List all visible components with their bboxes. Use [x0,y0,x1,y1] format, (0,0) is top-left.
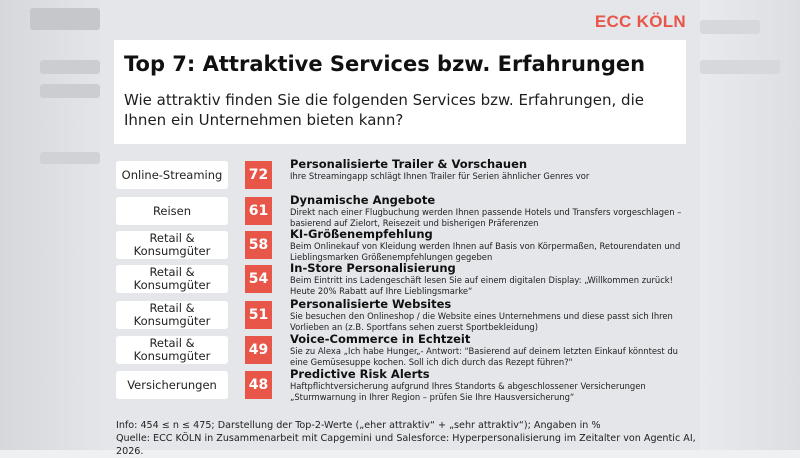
service-title: Personalisierte Trailer & Vorschauen [290,157,528,171]
value-badge: 54 [245,265,272,293]
ranking-row [100,157,700,191]
value-badge: 49 [245,336,272,364]
service-description: Ihre Streamingapp schlägt Ihnen Trailer für Serien ähnlicher Genres vor [290,171,590,181]
sector-label: Retail & Konsumgüter [116,231,228,259]
footer-source: Quelle: ECC KÖLN in Zusammenarbeit mit Capgemini und Salesforce: Hyperpersonalisierung im Zeitalter von Agentic AI, 2026. [116,433,696,457]
blurred-text-fragment [40,84,100,98]
brand-logo: ECC KÖLN [594,12,686,31]
chart-subtitle: Wie attraktiv finden Sie die folgenden Services bzw. Erfahrungen, die Ihnen ein Unternehmen bieten kann? [124,91,644,129]
service-title: In-Store Personalisierung [290,261,456,275]
chart-footer [116,419,696,458]
value-badge: 72 [245,161,272,189]
background-left-blurred [0,0,100,450]
infographic-panel [100,0,700,457]
footer-info: Info: 454 ≤ n ≤ 475; Darstellung der Top-2-Werte („eher attraktiv“ + „sehr attraktiv“); Angaben in % [116,420,601,431]
ranking-list [100,0,700,450]
service-description: Beim Onlinekauf von Kleidung werden Ihnen auf Basis von Körpermaßen, Retourendaten und Lieblingsmarken Größenempfehlungen gegeben [290,241,681,262]
service-title: Predictive Risk Alerts [290,367,430,381]
sector-label: Versicherungen [116,371,228,399]
chart-title: Top 7: Attraktive Services bzw. Erfahrungen [124,52,646,76]
value-badge: 51 [245,301,272,329]
sector-label: Reisen [116,197,228,225]
ranking-row [100,297,700,332]
sector-label: Online-Streaming [116,161,228,189]
value-badge: 48 [245,371,272,399]
service-description: Direkt nach einer Flugbuchung werden Ihnen passende Hotels und Transfers vorgeschlagen – basierend auf Zielort, Reisezeit und bisherigen Präferenzen [290,207,682,228]
ranking-row [100,367,700,402]
blurred-text-fragment [700,60,780,74]
service-title: Voice-Commerce in Echtzeit [290,332,471,346]
service-description: Beim Eintritt ins Ladengeschäft lesen Sie auf einem digitalen Display: „Willkommen zurück! Heute 20% Rabatt auf Ihre Lieblingsmarke“ [290,275,674,296]
service-title: Personalisierte Websites [290,297,452,311]
blurred-text-fragment [40,152,100,164]
ranking-row [100,193,700,228]
blurred-title-fragment [30,8,100,30]
sector-label: Retail & Konsumgüter [116,301,228,329]
background-right-blurred [700,0,800,450]
service-description: Sie zu Alexa „Ich habe Hunger„- Antwort: "Basierend auf deinem letzten Einkauf könntest du eine Gemüsesuppe kochen. Soll ich dich durch das Rezept führen?" [290,346,678,367]
value-badge: 58 [245,231,272,259]
ranking-row [100,227,700,262]
service-title: KI-Größenempfehlung [290,227,433,241]
service-description: Haftpflichtversicherung aufgrund Ihres Standorts & abgeschlossener Versicherungen „Sturmwarnung in Ihrer Region – prüfen Sie Ihre Hausversicherung“ [290,381,646,402]
sector-label: Retail & Konsumgüter [116,336,228,364]
service-description: Sie besuchen den Onlineshop / die Website eines Unternehmens und diese passt sich Ihren Vorlieben an (z.B. Sportfans sehen zuerst Sportbekleidung) [290,311,673,332]
blurred-text-fragment [700,20,760,34]
blurred-text-fragment [40,60,100,74]
value-badge: 61 [245,197,272,225]
ranking-row [100,332,700,367]
ranking-row [100,261,700,296]
service-title: Dynamische Angebote [290,193,436,207]
sector-label: Retail & Konsumgüter [116,265,228,293]
